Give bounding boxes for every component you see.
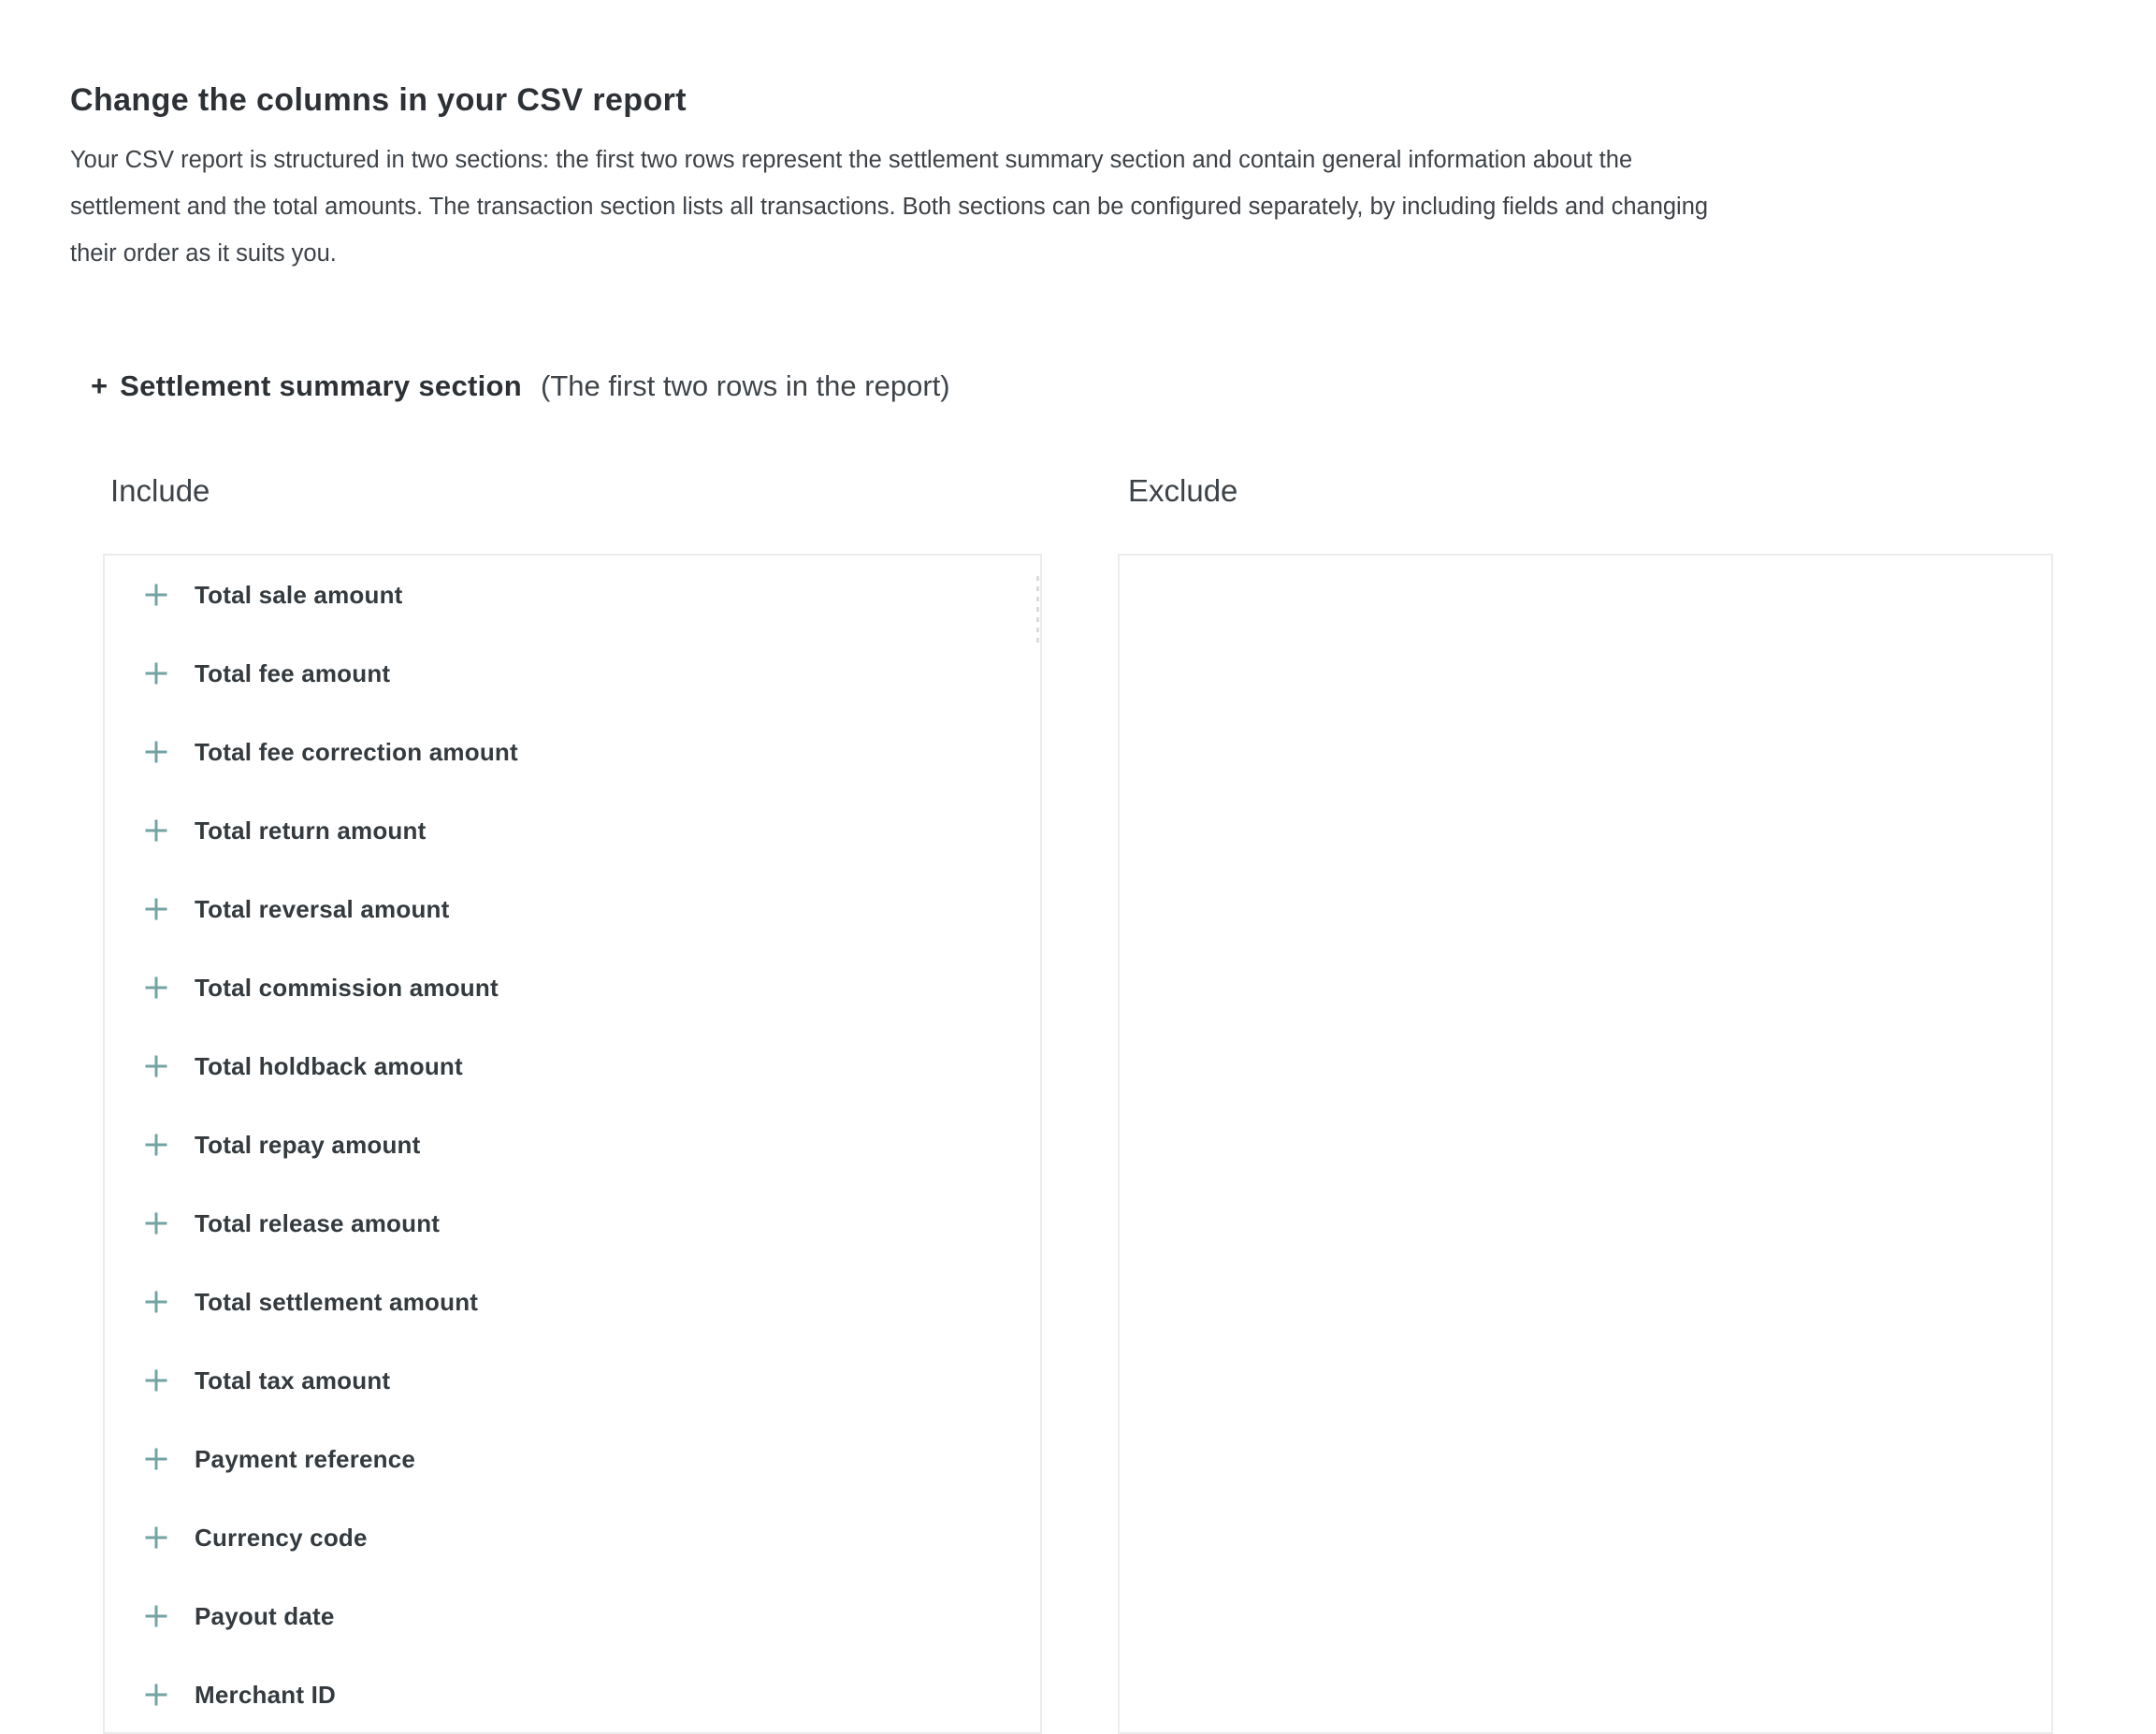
include-panel	[103, 554, 1042, 1734]
list-item[interactable]	[105, 1498, 1040, 1577]
list-item-label: Total tax amount	[195, 1366, 391, 1394]
page-description-line: their order as it suits you.	[70, 240, 337, 267]
plus-icon[interactable]	[142, 581, 170, 609]
include-column-label: Include	[110, 473, 210, 508]
plus-icon[interactable]	[142, 659, 170, 687]
list-item-label: Merchant ID	[195, 1680, 337, 1709]
list-item[interactable]	[105, 1105, 1040, 1184]
page-title: Change the columns in your CSV report	[70, 82, 687, 118]
list-item-label: Total return amount	[195, 816, 427, 845]
list-item[interactable]	[105, 948, 1040, 1027]
list-item-label: Currency code	[195, 1523, 368, 1552]
list-item[interactable]	[105, 791, 1040, 870]
list-item-label: Total reversal amount	[195, 894, 450, 923]
list-item-label: Payment reference	[195, 1444, 416, 1473]
page-description	[70, 137, 2091, 277]
list-item-label: Total commission amount	[195, 973, 499, 1002]
exclude-dropzone[interactable]	[1118, 554, 2053, 1734]
list-item[interactable]	[105, 1420, 1040, 1498]
list-item[interactable]	[105, 870, 1040, 948]
list-item-label: Total repay amount	[195, 1130, 421, 1159]
list-item[interactable]	[105, 1341, 1040, 1420]
section-title: Settlement summary section	[120, 369, 522, 402]
plus-icon[interactable]	[142, 974, 170, 1002]
list-item[interactable]	[105, 1263, 1040, 1341]
list-item[interactable]	[105, 1184, 1040, 1263]
plus-icon[interactable]	[142, 816, 170, 845]
section-header	[91, 367, 950, 406]
page-description-line: settlement and the total amounts. The transaction section lists all transactions. Both sections can be configured separately, by including fields and changing	[70, 194, 1709, 220]
list-item-label: Total sale amount	[195, 580, 403, 609]
list-item-label: Total release amount	[195, 1208, 441, 1237]
plus-icon[interactable]	[142, 1602, 170, 1630]
plus-icon[interactable]	[142, 895, 170, 923]
section-subtitle: (The first two rows in the report)	[541, 369, 950, 402]
include-list	[105, 556, 1040, 1734]
plus-icon[interactable]	[142, 1681, 170, 1709]
list-item[interactable]	[105, 713, 1040, 791]
list-item[interactable]	[105, 1655, 1040, 1734]
section-expand-toggle[interactable]: +	[91, 369, 109, 402]
plus-icon[interactable]	[142, 738, 170, 766]
plus-icon[interactable]	[142, 1445, 170, 1473]
list-item[interactable]	[105, 1027, 1040, 1105]
list-item[interactable]	[105, 1577, 1040, 1655]
list-item-label: Total fee amount	[195, 658, 391, 687]
plus-icon[interactable]	[142, 1209, 170, 1237]
list-item[interactable]	[105, 634, 1040, 713]
list-item-label: Payout date	[195, 1601, 335, 1630]
exclude-column-label: Exclude	[1128, 473, 1238, 508]
plus-icon[interactable]	[142, 1524, 170, 1552]
plus-icon[interactable]	[142, 1131, 170, 1159]
list-item-label: Total holdback amount	[195, 1051, 463, 1080]
page-description-line: Your CSV report is structured in two sections: the first two rows represent the settlement summary section and contain general information about the	[70, 147, 1633, 173]
list-item-label: Total fee correction amount	[195, 737, 518, 766]
plus-icon[interactable]	[142, 1052, 170, 1080]
list-item[interactable]	[105, 556, 1040, 634]
list-item-label: Total settlement amount	[195, 1287, 479, 1316]
plus-icon[interactable]	[142, 1288, 170, 1316]
plus-icon[interactable]	[142, 1366, 170, 1394]
